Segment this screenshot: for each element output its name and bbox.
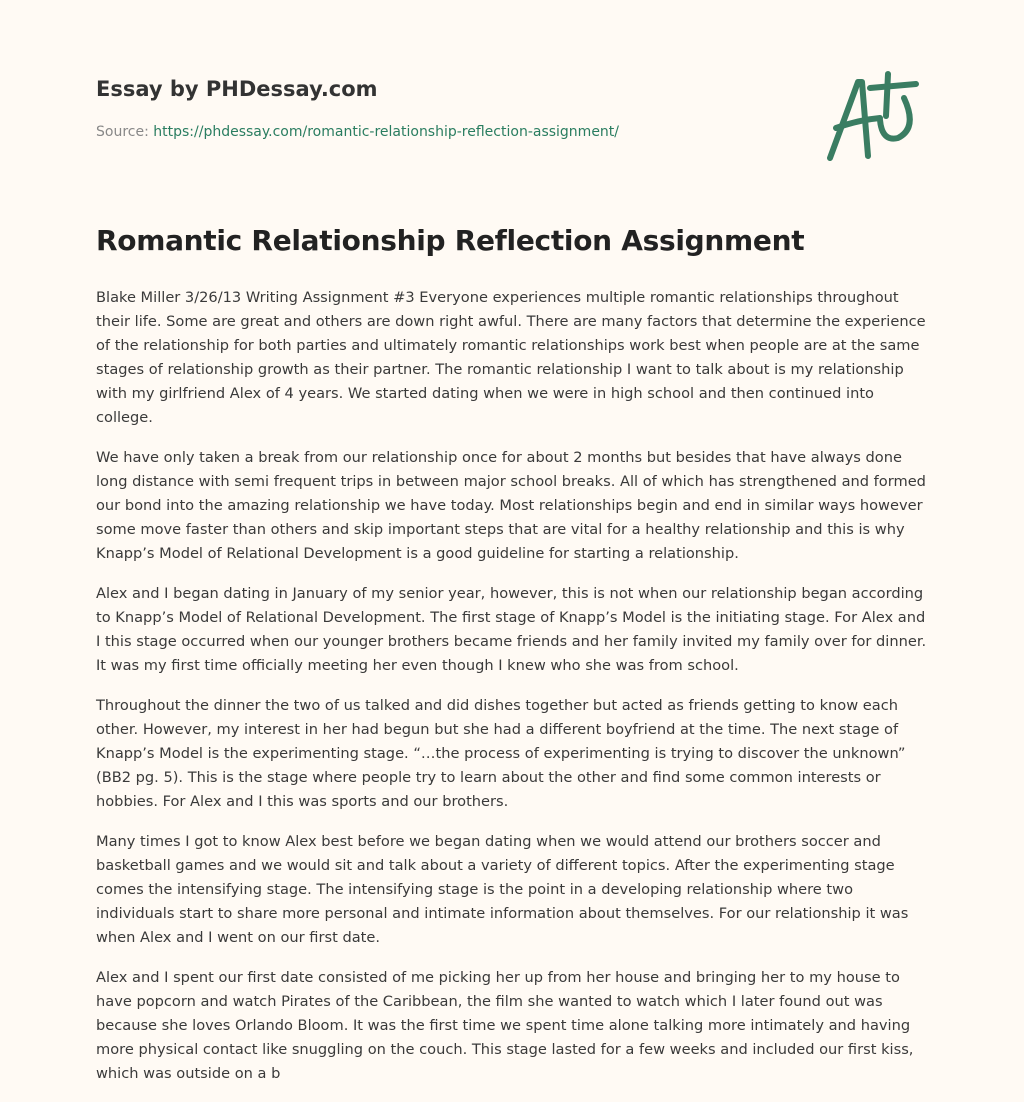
a-plus-logo-icon bbox=[818, 68, 928, 168]
site-brand: Essay by PHDessay.com bbox=[96, 77, 378, 101]
essay-paragraph: Alex and I began dating in January of my senior year, however, this is not when our relationship began according to Knapp’s Model of Relational Development. The first stage of Knapp’s Model is the initiating stage. For Alex and I this stage occurred when our younger brothers became friends and her family invited my family over for dinner. It was my first time officially meeting her even though I knew who she was from school. bbox=[96, 585, 927, 674]
essay-paragraph: Many times I got to know Alex best before we began dating when we would attend our brothers soccer and basketball games and we would sit and talk about a variety of different topics. After the experimenting stage comes the intensifying stage. The intensifying stage is the point in a developing relationship where two individuals start to share more personal and intimate information about themselves. For our relationship it was when Alex and I went on our first date. bbox=[96, 833, 909, 946]
essay-paragraph: Throughout the dinner the two of us talked and did dishes together but acted as friends getting to know each other. However, my interest in her had begun but she had a different boyfriend at the time. The next stage of Knapp’s Model is the experimenting stage. “…the process of experimenting is trying to discover the unknown” (BB2 pg. 5). This is the stage where people try to learn about the other and find some common interests or hobbies. For Alex and I this was sports and our brothers. bbox=[96, 697, 906, 810]
essay-paragraph: Alex and I spent our first date consisted of me picking her up from her house and bringing her to my house to have popcorn and watch Pirates of the Caribbean, the film she wanted to watch which I later found out was because she loves Orlando Bloom. It was the first time we spent time alone talking more intimately and having more physical contact like snuggling on the couch. This stage lasted for a few weeks and included our first kiss, which was outside on a b bbox=[96, 969, 914, 1082]
page-header bbox=[0, 0, 1024, 200]
essay-title: Romantic Relationship Reflection Assignment bbox=[96, 224, 805, 257]
essay-paragraph: We have only taken a break from our relationship once for about 2 months but besides that have always done long distance with semi frequent trips in between major school breaks. All of which has strengthened and formed our bond into the amazing relationship we have today. Most relationships begin and end in similar ways however some move faster than others and skip important steps that are vital for a healthy relationship and this is why Knapp’s Model of Relational Development is a good guideline for starting a relationship. bbox=[96, 449, 926, 562]
essay-paragraph: Blake Miller 3/26/13 Writing Assignment #3 Everyone experiences multiple romantic relationships throughout their life. Some are great and others are down right awful. There are many factors that determine the experience of the relationship for both parties and ultimately romantic relationships work best when people are at the same stages of relationship growth as their partner. The romantic relationship I want to talk about is my relationship with my girlfriend Alex of 4 years. We started dating when we were in high school and then continued into college. bbox=[96, 289, 926, 426]
source-label: Source: bbox=[96, 124, 149, 140]
source-line bbox=[96, 124, 619, 140]
essay-body bbox=[96, 286, 928, 1102]
source-link[interactable]: https://phdessay.com/romantic-relationship-reflection-assignment/ bbox=[153, 124, 620, 140]
